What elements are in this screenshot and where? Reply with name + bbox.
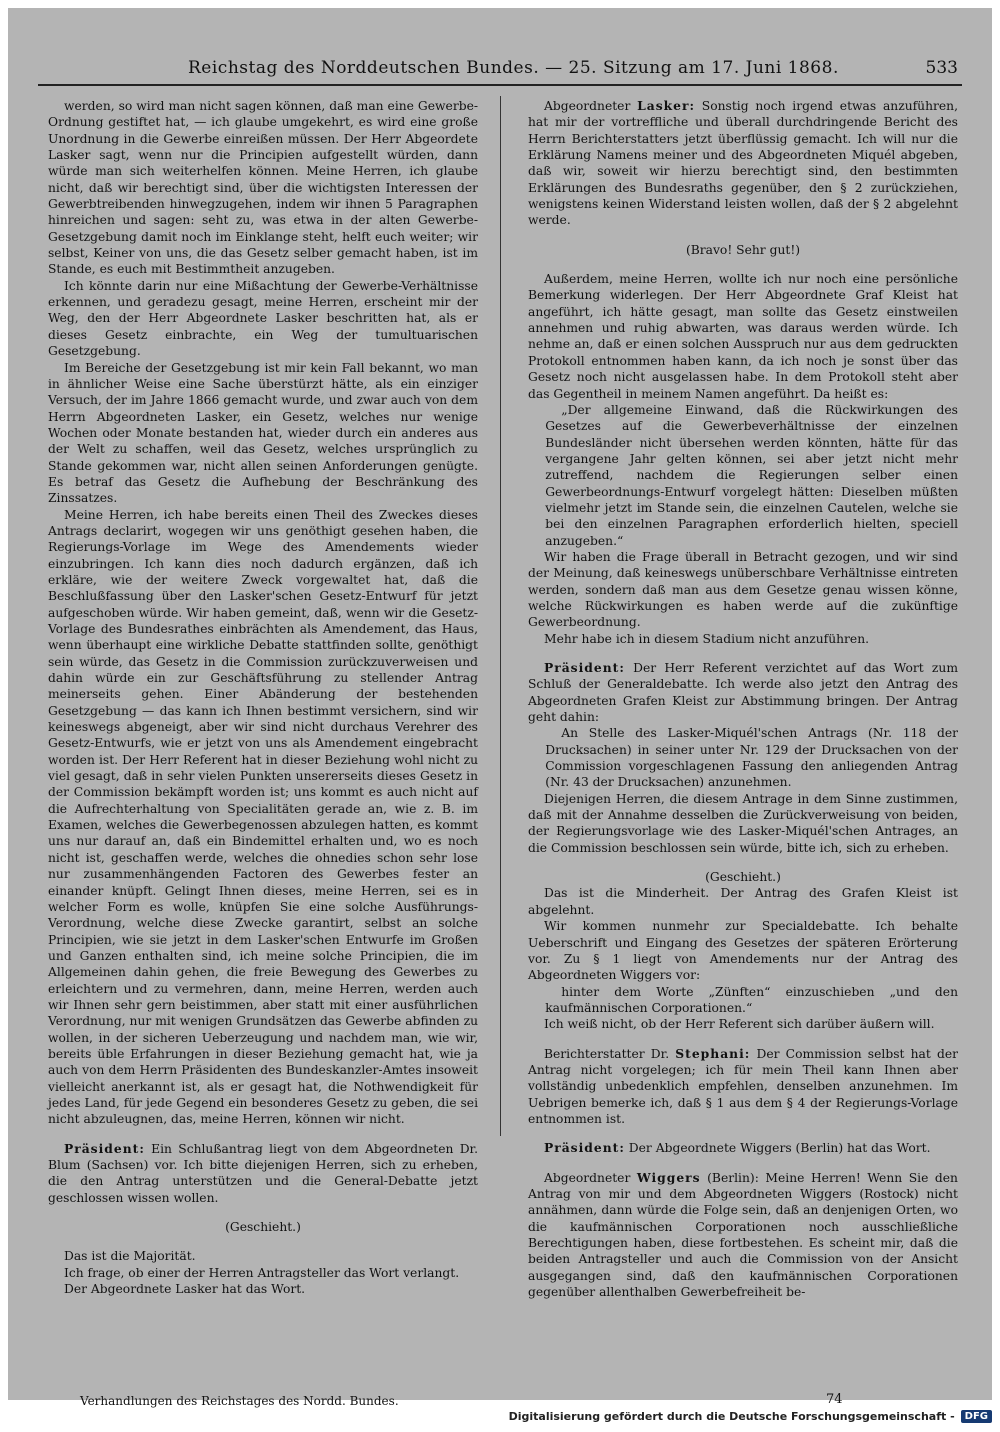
paragraph: [48, 1265, 478, 1281]
paragraph-text: „Der allgemeine Einwand, daß die Rückwirkungen des Gesetzes auf die Gewerbeverhältnisse der einzelnen Bundesländer nicht übersehen werden könnten, hätte für das vergangene Jahr gelten können, sei aber jetzt nicht mehr zutreffend, nachdem die Regierungen selber einen Gewerbeordnungs-Entwurf vorgelegt hätten: Dieselben müßten vielmehr jetzt im Stande sein, die einzelnen Cautelen, welche sie bei den einzelnen Paragraphen erforderlich hielten, speciell anzugeben.“: [545, 402, 958, 548]
paragraph-text: Ich weiß nicht, ob der Herr Referent sich darüber äußern will.: [543, 1017, 935, 1032]
paragraph-text: Wir kommen nunmehr zur Specialdebatte. Ich behalte Ueberschrift und Eingang des Gesetzes der späteren Erörterung vor. Zu § 1 liegt von Amendements nur der Antrag des Abgeordneten Wiggers vor:: [528, 919, 958, 983]
footer-note: Verhandlungen des Reichstages des Nordd. Bundes.: [80, 1394, 399, 1408]
paragraph: [48, 1248, 478, 1264]
speaker-intro: Berichterstatter Dr.: [543, 1046, 676, 1061]
paragraph: [528, 271, 958, 402]
paragraph: [528, 791, 958, 856]
credit-bar: [509, 1406, 992, 1426]
dfg-logo-icon: DFG: [961, 1410, 992, 1423]
paragraph-text: Im Bereiche der Gesetzgebung ist mir kein Fall bekannt, wo man in ähnlicher Weise eine Sache überstürzt hätte, als ein einziger Versuch, der im Jahre 1866 gemacht wurde, und zwar auch von dem Herrn Abgeordneten Lasker, ein Gesetz, welches nur wenige Wochen oder Monate bestanden hat, wieder durch ein anderes aus der Welt zu schaffen, weil das Gesetz, welches ursprünglich zu Stande gekommen war, nicht allen seinen Anforderungen genügte. Es betraf das Gesetz die Aufhebung der Beschränkung des Zinssatzes.: [48, 360, 478, 506]
stage-direction: [528, 242, 958, 258]
column-divider: [500, 96, 501, 1136]
speaker-paragraph: [528, 1170, 958, 1301]
paragraph-text: Außerdem, meine Herren, wollte ich nur noch eine persönliche Bemerkung widerlegen. Der Herr Abgeordnete Graf Kleist hat angeführt, ich hätte gesagt, man sollte das Gesetz einstweilen annehmen und ruhig abwarten, was daraus werden würde. Ich nehme an, daß er einen solchen Ausspruch nur aus dem gedruckten Protokoll entnommen haben kann, da ich noch je sonst über das Gesetz noch nicht ausgelassen habe. In dem Protokoll steht aber das Gegentheil in meinem Namen angeführt. Da heißt es:: [528, 272, 958, 401]
paragraph: [528, 631, 958, 647]
paragraph-text: Diejenigen Herren, die diesem Antrage in dem Sinne zustimmen, daß mit der Annahme desselben die Zurückverweisung von beiden, der Regierungsvorlage wie des Lasker-Miquél'schen Antrages, an die Commission beschlossen sein würde, bitte ich, sich zu erheben.: [528, 791, 958, 855]
paragraph: [48, 98, 478, 278]
paragraph: [528, 549, 958, 631]
sheet-number: 74: [826, 1392, 843, 1407]
paragraph: [48, 1281, 478, 1297]
paragraph-text: Der Abgeordnete Wiggers (Berlin) hat das Wort.: [624, 1141, 931, 1156]
speaker-paragraph: [528, 1140, 958, 1156]
right-column: [528, 98, 958, 1300]
paragraph-text: Das ist die Majorität.: [63, 1249, 196, 1264]
paragraph-text: Der Abgeordnete Lasker hat das Wort.: [63, 1282, 306, 1297]
paragraph: [48, 507, 478, 1128]
paragraph-text: hinter dem Worte „Zünften“ einzuschieben „und den kaufmännischen Corporationen.“: [545, 984, 958, 1015]
paragraph-text: Sonstig noch irgend etwas anzuführen, hat mir der vortreffliche und überall durchdringende Bericht des Herrn Berichterstatters jetzt überflüssig gemacht. Ich will nur die Erklärung Namens meiner und des Abgeordneten Miquél abgeben, daß wir, soweit wir hierzu berechtigt sind, den bestimmten Erklärungen des Bundesraths gegenüber, den § 2 zurückziehen, wenigstens keinen Widerstand leisten wollen, daß der § 2 abgelehnt werde.: [528, 99, 958, 228]
speaker-name: Stephani:: [675, 1045, 751, 1061]
speaker-name: Präsident:: [543, 660, 625, 675]
stage-direction: [528, 869, 958, 885]
paragraph-text: (Berlin): Meine Herren! Wenn Sie den Antrag von mir und dem Abgeordneten Wiggers (Rostock) nicht annähmen, dann würde die Folge sein, daß an denjenigen Orten, wo die kaufmännischen Corporationen noch ausschließliche Berechtigungen haben, diese fortbestehen. Es scheint mir, daß die beiden Antragsteller und auch die Commission von der Ansicht ausgegangen sind, daß den kaufmännischen Corporationen gegenüber allenthalben Gewerbefreiheit be-: [528, 1170, 958, 1300]
paragraph: [528, 984, 958, 1017]
scanned-page: [8, 8, 992, 1408]
paragraph-text: Der Herr Referent verzichtet auf das Wort zum Schluß der Generaldebatte. Ich werde also jetzt den Antrag des Abgeordneten Grafen Kleist zur Abstimmung bringen. Der Antrag geht dahin:: [528, 661, 958, 725]
speaker-paragraph: [528, 1046, 958, 1128]
speaker-name: Präsident:: [543, 1140, 625, 1156]
paragraph-text: (Bravo! Sehr gut!): [685, 242, 801, 257]
paragraph: [528, 885, 958, 918]
paragraph-text: Ich frage, ob einer der Herren Antragsteller das Wort verlangt.: [63, 1265, 460, 1280]
paragraph: [48, 278, 478, 360]
paragraph-text: werden, so wird man nicht sagen können, daß man eine Gewerbe-Ordnung gestiftet hat, — ich glaube umgekehrt, es wird eine große Unordnung in die Gewerbe einreißen müssen. Der Herr Abgeordete Lasker sagt, wenn nur die Principien aufgestellt würden, dann würde man sich weiterhelfen können. Meine Herren, ich glaube nicht, daß wir berechtigt sind, über die wichtigsten Interessen der Gewerbtreibenden hinwegzugehen, indem wir ihnen 5 Paragraphen hinreichen und sagen: seht zu, was etwa in der alten Gewerbe-Gesetzgebung damit noch im Einklange steht, helft euch weiter; wir selbst, Keiner von uns, die das Gesetz selber gemacht haben, ist im Stande, es euch mit Bestimmtheit anzugeben.: [48, 99, 478, 277]
page-number: 533: [925, 58, 958, 78]
speaker-name: Lasker:: [637, 98, 696, 113]
speaker-name: Wiggers: [636, 1169, 701, 1185]
page-title: Reichstag des Norddeutschen Bundes. — 25. Sitzung am 17. Juni 1868.: [188, 58, 839, 78]
paragraph: [528, 918, 958, 983]
paragraph: [48, 360, 478, 507]
stage-direction: [48, 1219, 478, 1235]
paragraph-text: Ein Schlußantrag liegt von dem Abgeordneten Dr. Blum (Sachsen) vor. Ich bitte diejenigen Herren, sich zu erheben, die den Antrag unterstützen und die General-Debatte jetzt geschlossen wissen wollen.: [48, 1141, 478, 1205]
paragraph-text: Wir haben die Frage überall in Betracht gezogen, und wir sind der Meinung, daß keineswegs unüberschbare Verhältnisse eintreten werden, sondern daß man aus dem Gesetze genau wissen könne, welche Rückwirkungen es haben werde auf die zukünftige Gewerbeordnung.: [528, 549, 958, 630]
paragraph: [528, 1016, 958, 1032]
paragraph-text: An Stelle des Lasker-Miquél'schen Antrags (Nr. 118 der Drucksachen) in seiner unter Nr. 129 der Drucksachen von der Commission vorgeschlagenen Fassung den anliegenden Antrag (Nr. 43 der Drucksachen) anzunehmen.: [545, 726, 958, 790]
speaker-intro: Abgeordneter: [543, 99, 638, 113]
speaker-paragraph: [48, 1141, 478, 1206]
speaker-intro: Abgeordneter: [543, 1170, 637, 1185]
paragraph-text: (Geschieht.): [225, 1220, 301, 1235]
credit-text: Digitalisierung gefördert durch die Deutsche Forschungsgemeinschaft -: [508, 1409, 955, 1423]
paragraph-text: Meine Herren, ich habe bereits einen Theil des Zweckes dieses Antrags declarirt, wogegen wir uns genöthigt gesehen haben, die Regierungs-Vorlage im Wege des Amendements wieder einzubringen. Ich kann dies noch dadurch ergänzen, daß ich erkläre, wie der weitere Zweck vorgewaltet hat, daß die Beschlußfassung über den Lasker'schen Gesetz-Entwurf für jetzt aufgeschoben würde. Wir haben gemeint, daß, wenn wir die Gesetz-Vorlage des Bundesrathes einbrächten als Amendement, das Haus, wenn überhaupt eine wirkliche Debatte stattfinden sollte, genöthigt sein würde, das Gesetz in die Commission zurückzuverweisen und dahin würde ein zur Geschäftsführung zu stellender Antrag meinerseits gehen. Einer Abänderung der bestehenden Gesetzgebung — das kann ich Ihnen bestimmt versichern, sind wir keineswegs abgeneigt, aber wir sind nicht durchaus Verehrer des Gesetz-Entwurfs, wie er jetzt von uns als Amendement eingebracht worden ist. Der Herr Referent hat in dieser Beziehung wohl nicht zu viel gesagt, daß in sehr vielen Punkten unsererseits dieses Gesetz in der Commission bekämpft worden ist; uns kommt es auch nicht auf die Aufrechterhaltung von Specialitäten gerade an, wie z. B. im Examen, welches die Gewerbegenossen abzulegen hatten, es kommt uns nur darauf an, daß ein Bindemittel erhalten und, wo es noch nicht ist, geschaffen werde, welches die ohnedies schon sehr lose nur zusammenhängenden Factoren des Gewerbes fester an einander knüpft. Gelingt Ihnen dieses, meine Herren, sei es in welcher Form es wolle, knüpfen Sie eine solche Ausführungs-Verordnung, welche diese Zwecke garantirt, selbst an solche Principien, wie sie jetzt in dem Lasker'schen Entwurfe im Großen und Ganzen enthalten sind, ich meine solche Principien, die im Allgemeinen dahin gehen, die freie Bewegung des Gewerbes zu erleichtern und zu vermehren, dann, meine Herren, werden auch wir Ihnen sehr gern beistimmen, aber statt mit einer ausführlichen Verordnung, nur mit wenigen Grundsätzen das Gewerbe abfinden zu wollen, in der sicheren Ueberzeugung und nachdem man, wie wir, bereits üble Erfahrungen in dieser Beziehung gemacht hat, wie ja auch von dem Herrn Präsidenten des Bundeskanzler-Amtes insoweit vielleicht anerkannt ist, als er gesagt hat, die Nothwendigkeit für jedes Land, für jede Gegend ein besonderes Gesetz zu geben, die sei nicht abzuleugnen, das, meine Herren, können wir nicht.: [48, 507, 478, 1127]
paragraph-text: Mehr habe ich in diesem Stadium nicht anzuführen.: [543, 631, 870, 646]
speaker-paragraph: [528, 660, 958, 725]
paragraph-text: Der Commission selbst hat der Antrag nicht vorgelegen; ich für mein Theil kann Ihnen aber vollständig unbedenklich empfehlen, denselben anzunehmen. Im Uebrigen bemerke ich, daß § 1 aus dem § 4 der Regierungs-Vorlage entnommen ist.: [528, 1046, 958, 1126]
speaker-name: Präsident:: [63, 1140, 145, 1156]
speaker-paragraph: [528, 98, 958, 229]
page-header: [38, 56, 962, 86]
paragraph-text: (Geschieht.): [705, 870, 781, 885]
paragraph-text: Das ist die Minderheit. Der Antrag des Grafen Kleist ist abgelehnt.: [528, 886, 958, 917]
paragraph-text: Ich könnte darin nur eine Mißachtung der Gewerbe-Verhältnisse erkennen, und geradezu gesagt, meine Herren, erscheint mir der Weg, den der Herr Abgeordnete Lasker beschritten hat, als er dieses Gesetz einbrachte, ein Weg der tumultuarischen Gesetzgebung.: [48, 278, 478, 359]
paragraph: [528, 725, 958, 790]
left-column: [48, 98, 478, 1297]
paragraph: [528, 402, 958, 549]
